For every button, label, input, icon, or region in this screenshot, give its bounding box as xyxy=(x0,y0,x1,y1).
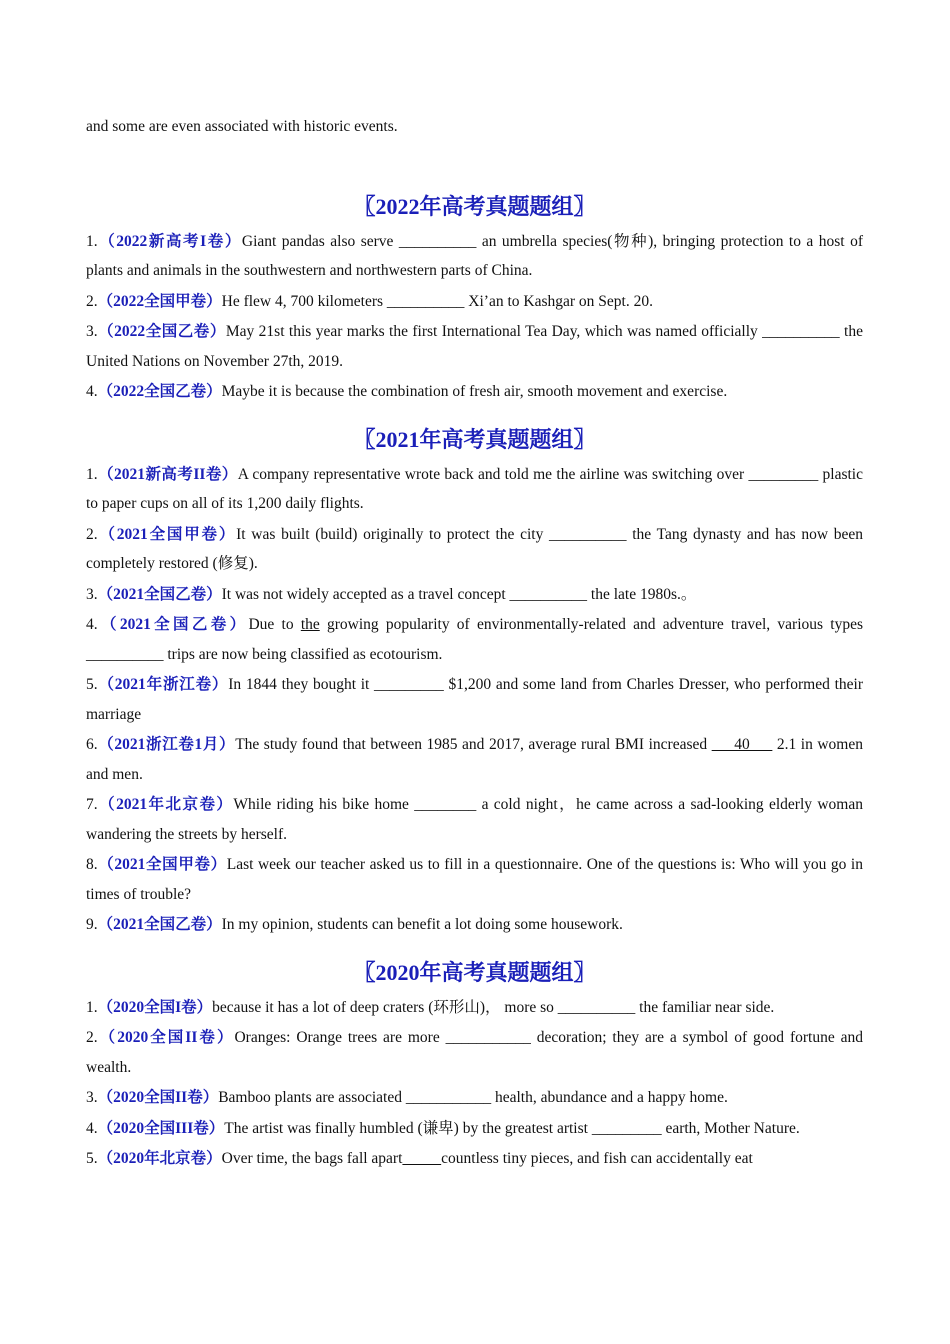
question-number: 3. xyxy=(86,323,98,340)
question-item xyxy=(86,850,863,909)
question-text-pre: Over time, the bags fall apart xyxy=(221,1150,403,1167)
exam-source-tag: （2021全国甲卷） xyxy=(97,856,227,873)
exam-source-tag: （2021新高考II卷） xyxy=(97,465,238,483)
exam-source-tag: （2021全国乙卷） xyxy=(97,916,222,933)
question-text: In 1844 they bought it _________ $1,200 and some land from Charles Dresser, who performed their marriage xyxy=(86,676,863,723)
section-title: 〖2021年高考真题题组〗 xyxy=(353,426,596,452)
question-number: 4. xyxy=(86,616,98,633)
question-item xyxy=(86,227,863,286)
exam-source-tag: （2020全国I卷） xyxy=(97,998,213,1016)
question-number: 2. xyxy=(86,292,98,310)
question-text: He flew 4, 700 kilometers __________ Xi’an to Kashgar on Sept. 20. xyxy=(221,292,653,310)
question-item xyxy=(86,670,863,729)
intro-text: and some are even associated with historic events. xyxy=(86,118,398,135)
question-number: 2. xyxy=(86,1029,98,1046)
question-item xyxy=(86,1083,863,1113)
question-text: It was built (build) originally to protect the city __________ the Tang dynasty and has now been completely restored (修复). xyxy=(86,525,863,572)
question-item xyxy=(86,377,863,407)
question-number: 8. xyxy=(86,856,98,873)
exam-source-tag: （2022全国甲卷） xyxy=(97,292,222,310)
question-number: 6. xyxy=(86,736,98,753)
question-text: May 21st this year marks the first International Tea Day, which was named officially __________ the United Nations on November 27th, 2019. xyxy=(86,323,863,370)
underlined-text: the xyxy=(300,616,320,633)
question-number: 4. xyxy=(86,383,98,400)
question-item xyxy=(86,790,863,849)
question-item xyxy=(86,1023,863,1082)
exam-source-tag: （2021年北京卷） xyxy=(97,796,234,813)
question-item xyxy=(86,610,863,669)
question-number: 7. xyxy=(86,796,98,813)
question-text-pre: The study found that between 1985 and 2017, average rural BMI increased xyxy=(235,736,712,753)
question-item xyxy=(86,287,863,317)
question-item xyxy=(86,993,863,1023)
question-number: 3. xyxy=(86,1089,98,1106)
question-text: The artist was finally humbled (谦卑) by the greatest artist _________ earth, Mother Nature. xyxy=(224,1119,800,1137)
exam-source-tag: （2021全国乙卷） xyxy=(97,616,249,633)
question-text: Oranges: Orange trees are more ___________ decoration; they are a symbol of good fortune and wealth. xyxy=(86,1029,863,1076)
question-text: Bamboo plants are associated ___________ health, abundance and a happy home. xyxy=(218,1089,728,1106)
question-text: It was not widely accepted as a travel concept __________ the late 1980s.。 xyxy=(221,585,697,603)
sections-container xyxy=(86,187,863,1174)
question-number: 1. xyxy=(86,465,98,483)
question-text: While riding his bike home ________ a cold night，he came across a sad-looking elderly woman wandering the streets by herself. xyxy=(86,796,863,843)
question-text: countless tiny pieces, and fish can accidentally eat xyxy=(441,1150,753,1167)
exam-source-tag: （2022全国乙卷） xyxy=(97,383,222,400)
question-text: growing popularity of environmentally-related and adventure travel, various types __________ trips are now being classified as ecotourism. xyxy=(86,616,863,663)
section-spacer xyxy=(86,941,863,953)
exam-source-tag: （2021全国甲卷） xyxy=(97,525,237,543)
question-text: A company representative wrote back and told me the airline was switching over _________ plastic to paper cups on all of its 1,200 daily flights. xyxy=(86,465,863,512)
question-number: 2. xyxy=(86,525,98,543)
question-text: In my opinion, students can benefit a lot doing some housework. xyxy=(221,916,623,933)
question-item xyxy=(86,1114,863,1144)
question-number: 9. xyxy=(86,916,98,933)
question-number: 4. xyxy=(86,1119,98,1137)
question-item xyxy=(86,730,863,789)
section-title: 〖2020年高考真题题组〗 xyxy=(353,959,596,985)
question-text: because it has a lot of deep craters (环形山)， more so __________ the familiar near side. xyxy=(212,998,775,1016)
exam-source-tag: （2020全国III卷） xyxy=(97,1119,225,1137)
question-number: 5. xyxy=(86,676,98,693)
question-item xyxy=(86,520,863,579)
question-text-pre: Due to xyxy=(248,616,301,633)
question-text: Giant pandas also serve __________ an umbrella species(物种), bringing protection to a host of plants and animals in the southwestern and northwestern parts of China. xyxy=(86,232,863,279)
exam-source-tag: （2022新高考I卷） xyxy=(97,232,242,250)
section-title: 〖2022年高考真题题组〗 xyxy=(353,193,596,219)
document-content xyxy=(86,112,863,1175)
question-text: Last week our teacher asked us to fill in a questionnaire. One of the questions is: Who will you go in times of trouble? xyxy=(86,856,863,903)
question-number: 3. xyxy=(86,585,98,603)
question-number: 1. xyxy=(86,232,98,250)
question-item xyxy=(86,910,863,940)
underlined-text xyxy=(402,1150,441,1167)
question-number: 1. xyxy=(86,998,98,1016)
section-spacer xyxy=(86,408,863,420)
question-text: 2.1 in women and men. xyxy=(86,736,863,783)
question-item xyxy=(86,1144,863,1174)
question-item xyxy=(86,580,863,610)
underlined-text: 40 xyxy=(711,736,773,753)
exam-source-tag: （2021浙江卷1月） xyxy=(97,736,236,753)
exam-source-tag: （2021年浙江卷） xyxy=(97,676,229,693)
exam-source-tag: （2020全国II卷） xyxy=(97,1089,219,1106)
question-item xyxy=(86,317,863,376)
exam-source-tag: （2020全国II卷） xyxy=(97,1029,235,1046)
exam-source-tag: （2022全国乙卷） xyxy=(97,323,226,340)
question-number: 5. xyxy=(86,1150,98,1167)
question-text: Maybe it is because the combination of fresh air, smooth movement and exercise. xyxy=(221,383,728,400)
exam-source-tag: （2021全国乙卷） xyxy=(97,585,222,603)
exam-source-tag: （2020年北京卷） xyxy=(97,1150,222,1167)
question-item xyxy=(86,460,863,519)
